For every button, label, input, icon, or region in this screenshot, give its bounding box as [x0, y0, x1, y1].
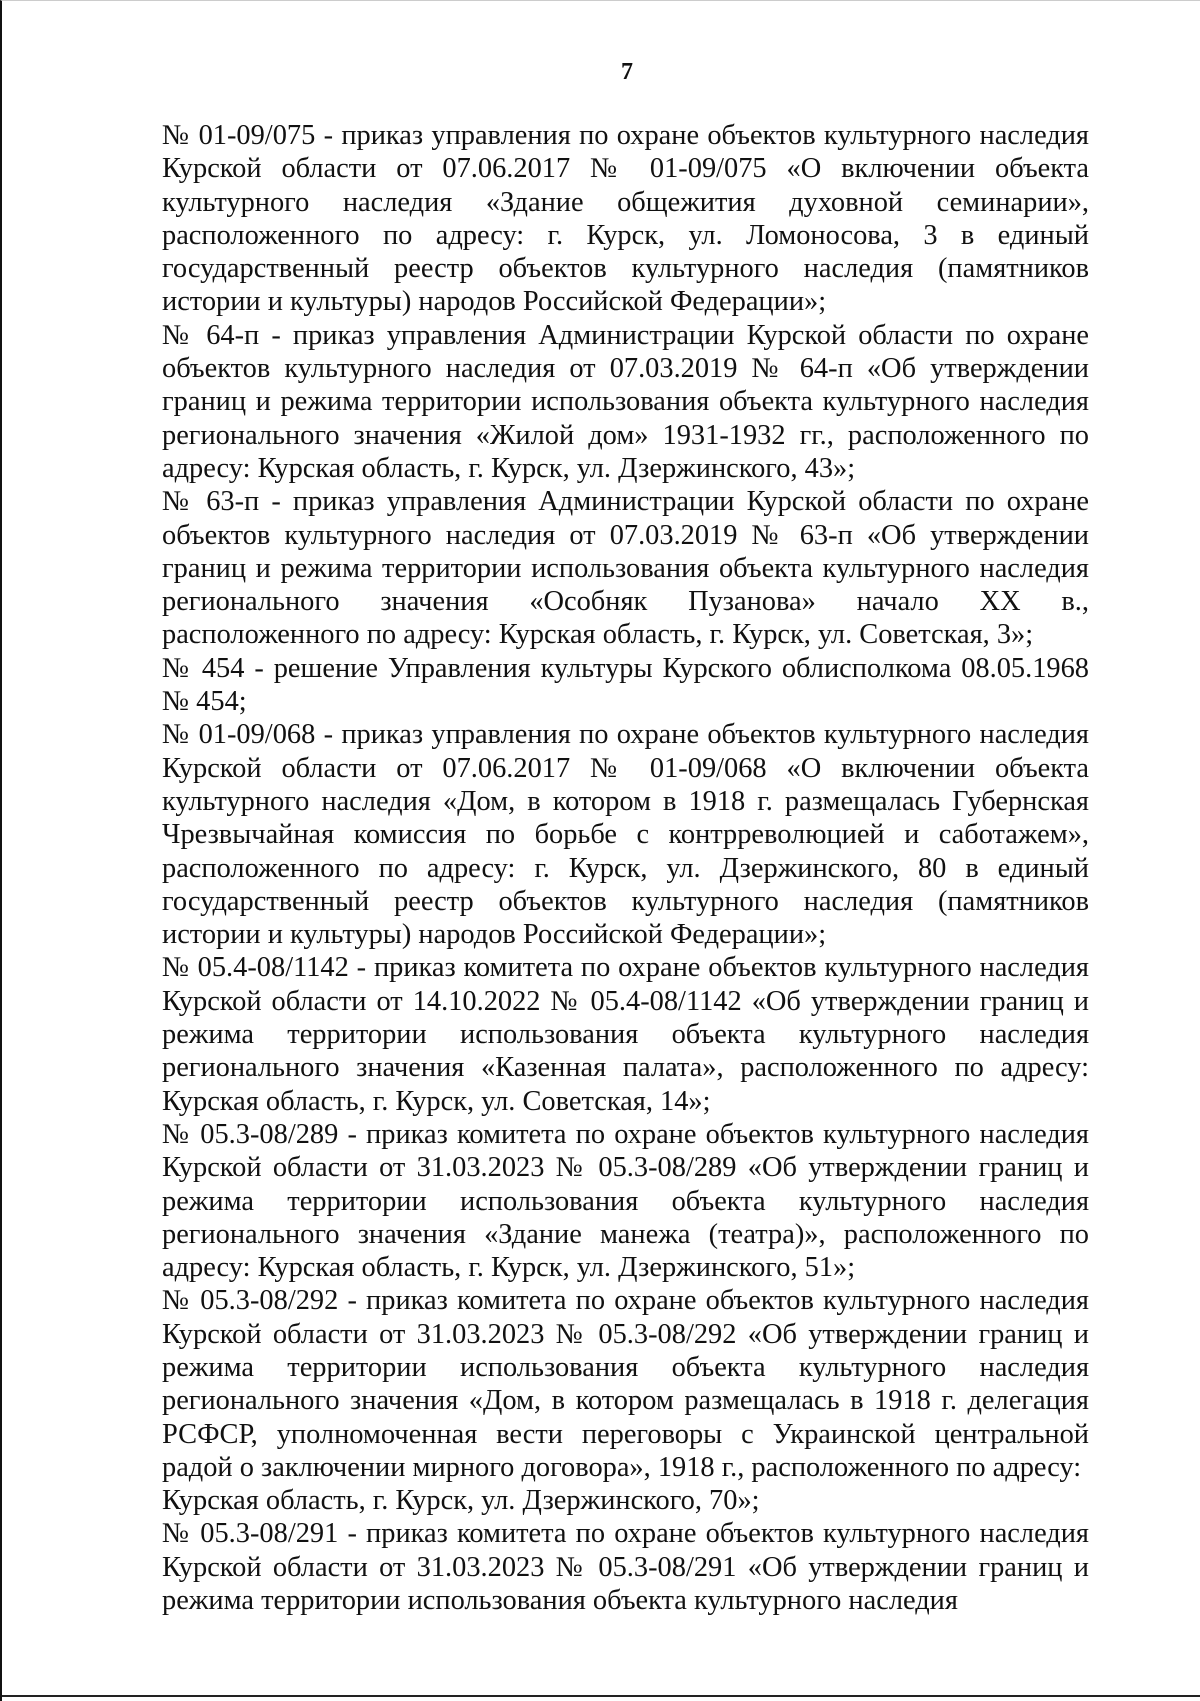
page-number: 7: [621, 59, 633, 85]
list-item: № 05.3-08/291 - приказ комитета по охране объектов культурного наследия Курской области от 31.03.2023 № 05.3-08/291 «Об утверждении границ и режима территории использования объекта культурного наследия: [162, 1518, 1089, 1617]
list-item: № 454 - решение Управления культуры Курского облисполкома 08.05.1968 № 454;: [162, 652, 1089, 718]
list-item: № 05.3-08/289 - приказ комитета по охране объектов культурного наследия Курской области от 31.03.2023 № 05.3-08/289 «Об утверждении границ и режима территории использования объекта культурного наследия регионального значения «Здание манежа (театра)», расположенного по адресу: Курская область, г. Курск, ул. Дзержинского, 51»;: [162, 1118, 1089, 1284]
list-item: № 05.3-08/292 - приказ комитета по охране объектов культурного наследия Курской области от 31.03.2023 № 05.3-08/292 «Об утверждении границ и режима территории использования объекта культурного наследия регионального значения «Дом, в котором размещалась в 1918 г. делегация РСФСР, уполномоченная вести переговоры с Украинской центральной радой о заключении мирного договора», 1918 г., расположенного по адресу:: [162, 1285, 1089, 1483]
list-item: Курская область, г. Курск, ул. Дзержинского, 70»;: [162, 1485, 760, 1517]
list-item: № 01-09/075 - приказ управления по охране объектов культурного наследия Курской области от 07.06.2017 № 01-09/075 «О включении объекта культурного наследия «Здание общежития духовной семинарии», расположенного по адресу: г. Курск, ул. Ломоносова, 3 в единый государственный реестр объектов культурного наследия (памятников истории и культуры) народов Российской Федерации»;: [162, 120, 1089, 318]
scan-edge-line: [2, 1695, 1200, 1697]
list-item: № 01-09/068 - приказ управления по охране объектов культурного наследия Курской области от 07.06.2017 № 01-09/068 «О включении объекта культурного наследия «Дом, в котором в 1918 г. размещалась Губернская Чрезвычайная комиссия по борьбе с контрреволюцией и саботажем», расположенного по адресу: г. Курск, ул. Дзержинского, 80 в единый государственный реестр объектов культурного наследия (памятников истории и культуры) народов Российской Федерации»;: [162, 719, 1089, 951]
list-item: № 05.4-08/1142 - приказ комитета по охране объектов культурного наследия Курской области от 14.10.2022 № 05.4-08/1142 «Об утверждении границ и режима территории использования объекта культурного наследия регионального значения «Казенная палата», расположенного по адресу: Курская область, г. Курск, ул. Советская, 14»;: [162, 952, 1089, 1117]
list-item: № 64-п - приказ управления Администрации Курской области по охране объектов культурного наследия от 07.03.2019 № 64-п «Об утверждении границ и режима территории использования объекта культурного наследия регионального значения «Жилой дом» 1931-1932 гг., расположенного по адресу: Курская область, г. Курск, ул. Дзержинского, 43»;: [162, 319, 1089, 484]
list-item: № 63-п - приказ управления Администрации Курской области по охране объектов культурного наследия от 07.03.2019 № 63-п «Об утверждении границ и режима территории использования объекта культурного наследия регионального значения «Особняк Пузанова» начало XX в., расположенного по адресу: Курская область, г. Курск, ул. Советская, 3»;: [162, 486, 1089, 651]
document-body: [162, 119, 1089, 1617]
